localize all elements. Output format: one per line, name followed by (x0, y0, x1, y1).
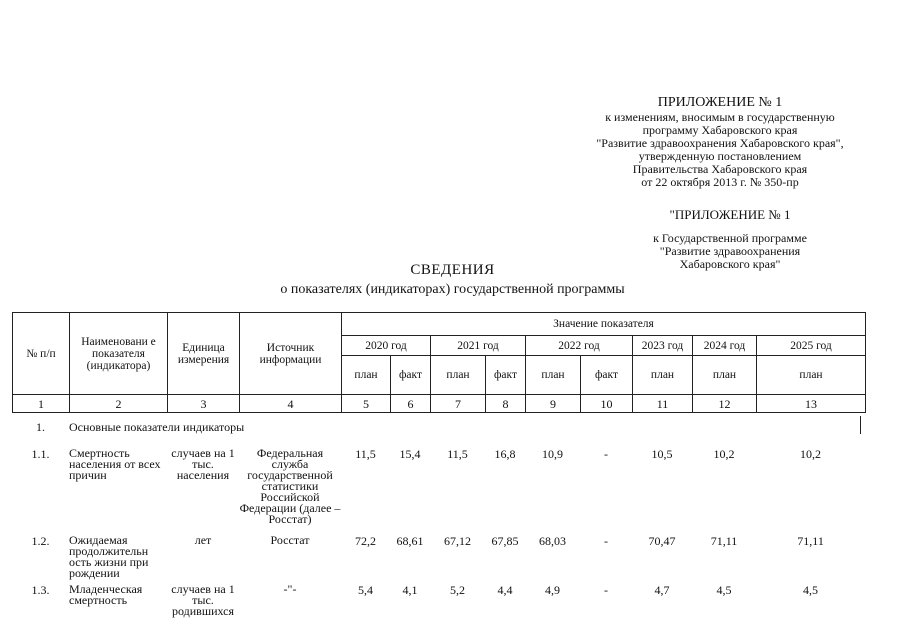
column-number: 6 (391, 395, 431, 413)
document-subtitle: о показателях (индикаторах) государственной программы (280, 282, 625, 297)
indicators-table-header (12, 312, 866, 413)
column-number: 4 (240, 395, 342, 413)
header-source: Источник информации (240, 313, 342, 395)
table-row (12, 532, 865, 581)
document-title-block (0, 262, 905, 298)
value-cell: 71,11 (797, 534, 824, 548)
value-cell: 4,5 (716, 583, 732, 597)
header-plan: план (693, 356, 757, 395)
value-cell: 4,1 (402, 583, 418, 597)
value-cell: 72,2 (355, 534, 376, 548)
value-cell: 4,7 (654, 583, 670, 597)
header-year: 2024 год (693, 336, 757, 356)
section-number: 1. (36, 420, 45, 434)
value-cell: 67,85 (491, 534, 519, 548)
document-title: СВЕДЕНИЯ (410, 262, 495, 278)
value-cell: 4,4 (497, 583, 513, 597)
column-number: 1 (13, 395, 70, 413)
indicator-unit: случаев на 1 тыс. населения (171, 446, 235, 482)
indicator-unit: случаев на 1 тыс. родившихся (171, 582, 235, 618)
row-number: 1.2. (31, 534, 50, 548)
header-plan: план (526, 356, 581, 395)
value-cell: 11,5 (355, 447, 376, 461)
appendix-line: к изменениям, вносимым в государственную (605, 110, 835, 124)
header-plan: план (342, 356, 391, 395)
header-year: 2022 год (526, 336, 633, 356)
indicator-source: -"- (283, 582, 297, 596)
column-number: 8 (486, 395, 526, 413)
value-cell: 5,4 (358, 583, 373, 597)
appendix-line: "Развитие здравоохранения Хабаровского края", (596, 136, 844, 150)
value-cell: 71,11 (710, 534, 738, 548)
program-appendix-line: к Государственной программе (653, 231, 807, 245)
value-cell: 10,5 (651, 447, 673, 461)
column-number: 3 (168, 395, 240, 413)
value-cell: 10,9 (542, 447, 563, 461)
program-appendix-line: Хабаровского края" (679, 257, 781, 271)
indicator-name: Ожидаемая продолжительн ость жизни при рождении (69, 533, 149, 580)
header-plan: план (757, 356, 866, 395)
value-cell: 10,2 (713, 447, 735, 461)
column-number: 9 (526, 395, 581, 413)
header-num: № п/п (13, 313, 70, 395)
value-cell: - (604, 447, 608, 461)
value-cell: 4,9 (545, 583, 560, 597)
appendix-title: ПРИЛОЖЕНИЕ № 1 (657, 95, 783, 110)
appendix-line: утвержденную постановлением (638, 149, 802, 163)
header-plan: план (633, 356, 693, 395)
section-row (12, 416, 865, 441)
indicator-name: Младенческая смертность (69, 582, 143, 607)
row-number: 1.1. (31, 447, 50, 461)
value-cell: 15,4 (399, 447, 421, 461)
indicator-unit: лет (194, 533, 212, 547)
column-number: 12 (693, 395, 757, 413)
appendix-line: программу Хабаровского края (642, 123, 798, 137)
header-year: 2020 год (342, 336, 431, 356)
value-cell: 10,2 (800, 447, 822, 461)
column-number: 13 (757, 395, 866, 413)
header-unit: Единица измерения (168, 313, 240, 395)
header-year: 2023 год (633, 336, 693, 356)
column-number: 11 (633, 395, 693, 413)
indicator-source: Росстат (270, 533, 310, 547)
appendix-line: Правительства Хабаровского края (632, 162, 808, 176)
section-label: Основные показатели индикаторы (69, 420, 245, 434)
indicator-name: Смертность населения от всех причин (69, 446, 161, 482)
value-cell: 11,5 (447, 447, 468, 461)
header-fact: факт (391, 356, 431, 395)
column-number: 10 (581, 395, 633, 413)
header-indicator-name: Наименовани е показателя (индикатора) (70, 313, 168, 395)
column-number: 2 (70, 395, 168, 413)
value-cell: 5,2 (450, 583, 465, 597)
value-cell: 4,5 (803, 583, 819, 597)
header-fact: факт (486, 356, 526, 395)
header-fact: факт (581, 356, 633, 395)
header-value: Значение показателя (342, 313, 866, 336)
program-appendix-title: "ПРИЛОЖЕНИЕ № 1 (669, 207, 791, 222)
value-cell: 70,47 (648, 534, 676, 548)
value-cell: 67,12 (444, 534, 471, 548)
column-number: 5 (342, 395, 391, 413)
value-cell: - (604, 534, 608, 548)
table-row (12, 581, 865, 624)
appendix-header (570, 95, 870, 189)
column-number: 7 (431, 395, 486, 413)
value-cell: 68,03 (539, 534, 566, 548)
appendix-line: от 22 октября 2013 г. № 350-пр (641, 175, 799, 189)
table-row (12, 441, 865, 532)
indicator-source: Федеральная служба государственной статистики Российской Федерации (далее – Росстат) (239, 446, 341, 526)
value-cell: 16,8 (494, 447, 516, 461)
header-year: 2021 год (431, 336, 526, 356)
program-appendix-line: "Развитие здравоохранения (659, 244, 801, 258)
value-cell: - (604, 583, 608, 597)
row-number: 1.3. (31, 583, 50, 597)
value-cell: 68,61 (396, 534, 424, 548)
header-plan: план (431, 356, 486, 395)
header-year: 2025 год (757, 336, 866, 356)
indicators-table-body (12, 416, 865, 624)
